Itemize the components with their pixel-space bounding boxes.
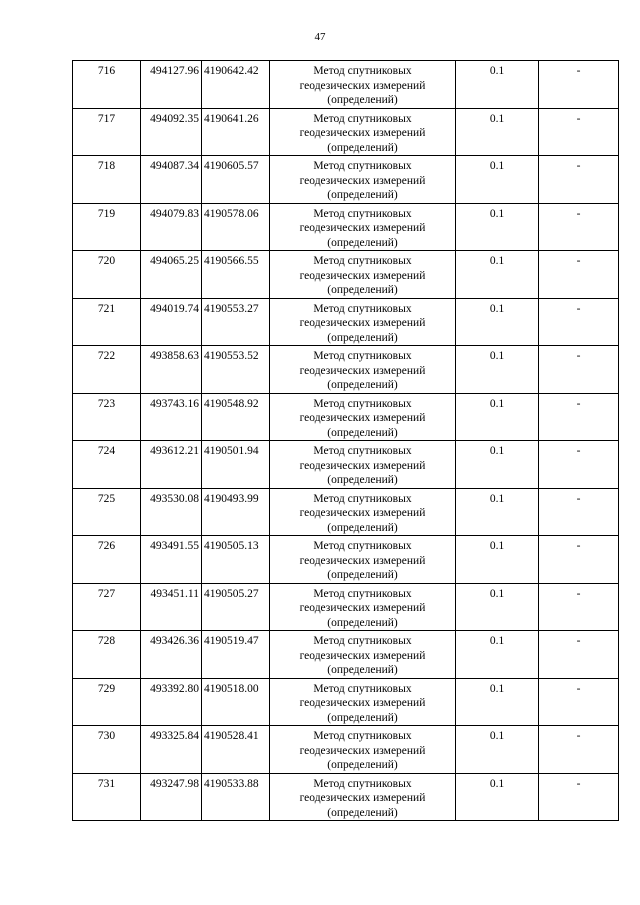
method-line: Метод спутниковых bbox=[313, 445, 412, 457]
y-coordinate-cell: 4190533.88 bbox=[202, 773, 270, 821]
method-line: геодезических измерений bbox=[299, 127, 426, 139]
table-row bbox=[73, 536, 619, 584]
y-coordinate-cell: 4190578.06 bbox=[202, 203, 270, 251]
method-line: Метод спутниковых bbox=[313, 397, 412, 410]
point-number-cell: 724 bbox=[73, 441, 141, 489]
method-line: геодезических измерений bbox=[299, 412, 426, 424]
x-coordinate-cell: 493858.63 bbox=[141, 346, 202, 394]
method-cell bbox=[270, 346, 456, 394]
y-coordinate-cell: 4190501.94 bbox=[202, 441, 270, 489]
point-number-cell: 722 bbox=[73, 346, 141, 394]
method-cell bbox=[270, 441, 456, 489]
point-number-cell: 731 bbox=[73, 773, 141, 821]
note-cell: - bbox=[539, 441, 619, 489]
note-cell: - bbox=[539, 678, 619, 726]
y-coordinate-cell: 4190519.47 bbox=[202, 631, 270, 679]
table-row bbox=[73, 156, 619, 204]
method-line: Метод спутниковых bbox=[313, 160, 412, 172]
y-coordinate-cell: 4190566.55 bbox=[202, 251, 270, 299]
table-row bbox=[73, 441, 619, 489]
method-line: Метод спутниковых bbox=[313, 635, 412, 647]
note-cell: - bbox=[539, 583, 619, 631]
x-coordinate-cell: 493612.21 bbox=[141, 441, 202, 489]
y-coordinate-cell: 4190505.27 bbox=[202, 583, 270, 631]
note-cell: - bbox=[539, 203, 619, 251]
method-line: Метод спутниковых bbox=[313, 207, 412, 220]
note-cell: - bbox=[539, 156, 619, 204]
y-coordinate-cell: 4190548.92 bbox=[202, 393, 270, 441]
point-number-cell: 723 bbox=[73, 393, 141, 441]
method-line: геодезических измерений bbox=[299, 697, 426, 709]
note-cell: - bbox=[539, 108, 619, 156]
note-cell: - bbox=[539, 631, 619, 679]
x-coordinate-cell: 494065.25 bbox=[141, 251, 202, 299]
table-row bbox=[73, 203, 619, 251]
accuracy-cell: 0.1 bbox=[456, 108, 539, 156]
y-coordinate-cell: 4190605.57 bbox=[202, 156, 270, 204]
table-row bbox=[73, 108, 619, 156]
method-line: Метод спутниковых bbox=[313, 302, 412, 315]
method-cell bbox=[270, 298, 456, 346]
note-cell: - bbox=[539, 251, 619, 299]
method-line: геодезических измерений bbox=[299, 174, 426, 187]
method-line: геодезических измерений bbox=[299, 317, 426, 329]
method-line: геодезических измерений bbox=[299, 459, 426, 472]
method-line: геодезических измерений bbox=[299, 269, 426, 282]
y-coordinate-cell: 4190553.52 bbox=[202, 346, 270, 394]
method-line: геодезических измерений bbox=[299, 364, 426, 377]
method-line: (определений) bbox=[327, 569, 398, 581]
accuracy-cell: 0.1 bbox=[456, 156, 539, 204]
method-cell bbox=[270, 488, 456, 536]
point-number-cell: 721 bbox=[73, 298, 141, 346]
table-row bbox=[73, 631, 619, 679]
x-coordinate-cell: 493325.84 bbox=[141, 726, 202, 774]
y-coordinate-cell: 4190528.41 bbox=[202, 726, 270, 774]
table-row bbox=[73, 726, 619, 774]
method-line: (определений) bbox=[327, 759, 398, 771]
method-cell bbox=[270, 678, 456, 726]
method-line: (определений) bbox=[327, 236, 398, 249]
y-coordinate-cell: 4190518.00 bbox=[202, 678, 270, 726]
method-line: Метод спутниковых bbox=[313, 492, 412, 505]
method-line: Метод спутниковых bbox=[313, 682, 412, 695]
method-line: (определений) bbox=[327, 426, 398, 439]
method-line: (определений) bbox=[327, 94, 398, 106]
page-number: 47 bbox=[314, 31, 326, 43]
method-cell bbox=[270, 61, 456, 109]
method-line: (определений) bbox=[327, 331, 398, 344]
accuracy-cell: 0.1 bbox=[456, 251, 539, 299]
accuracy-cell: 0.1 bbox=[456, 726, 539, 774]
x-coordinate-cell: 493530.08 bbox=[141, 488, 202, 536]
method-cell bbox=[270, 108, 456, 156]
x-coordinate-cell: 493491.55 bbox=[141, 536, 202, 584]
table-row bbox=[73, 773, 619, 821]
method-line: (определений) bbox=[327, 284, 398, 296]
method-line: (определений) bbox=[327, 711, 398, 724]
method-line: геодезических измерений bbox=[299, 744, 426, 757]
coordinates-table bbox=[72, 60, 619, 821]
y-coordinate-cell: 4190641.26 bbox=[202, 108, 270, 156]
table-row bbox=[73, 583, 619, 631]
accuracy-cell: 0.1 bbox=[456, 393, 539, 441]
accuracy-cell: 0.1 bbox=[456, 346, 539, 394]
point-number-cell: 728 bbox=[73, 631, 141, 679]
y-coordinate-cell: 4190493.99 bbox=[202, 488, 270, 536]
note-cell: - bbox=[539, 488, 619, 536]
accuracy-cell: 0.1 bbox=[456, 203, 539, 251]
note-cell: - bbox=[539, 298, 619, 346]
accuracy-cell: 0.1 bbox=[456, 536, 539, 584]
note-cell: - bbox=[539, 393, 619, 441]
x-coordinate-cell: 493247.98 bbox=[141, 773, 202, 821]
method-line: Метод спутниковых bbox=[313, 350, 412, 362]
point-number-cell: 726 bbox=[73, 536, 141, 584]
accuracy-cell: 0.1 bbox=[456, 583, 539, 631]
method-line: (определений) bbox=[327, 521, 398, 534]
method-line: (определений) bbox=[327, 141, 398, 154]
table-row bbox=[73, 393, 619, 441]
method-cell bbox=[270, 583, 456, 631]
method-line: Метод спутниковых bbox=[313, 587, 412, 600]
method-line: геодезических измерений bbox=[299, 792, 426, 804]
method-line: Метод спутниковых bbox=[313, 112, 412, 125]
accuracy-cell: 0.1 bbox=[456, 678, 539, 726]
x-coordinate-cell: 494087.34 bbox=[141, 156, 202, 204]
note-cell: - bbox=[539, 61, 619, 109]
point-number-cell: 717 bbox=[73, 108, 141, 156]
method-line: Метод спутниковых bbox=[313, 777, 412, 790]
x-coordinate-cell: 494092.35 bbox=[141, 108, 202, 156]
accuracy-cell: 0.1 bbox=[456, 298, 539, 346]
note-cell: - bbox=[539, 773, 619, 821]
method-line: (определений) bbox=[327, 379, 398, 391]
y-coordinate-cell: 4190553.27 bbox=[202, 298, 270, 346]
method-cell bbox=[270, 251, 456, 299]
method-cell bbox=[270, 156, 456, 204]
y-coordinate-cell: 4190505.13 bbox=[202, 536, 270, 584]
point-number-cell: 719 bbox=[73, 203, 141, 251]
method-line: (определений) bbox=[327, 806, 398, 819]
accuracy-cell: 0.1 bbox=[456, 488, 539, 536]
method-line: Метод спутниковых bbox=[313, 730, 412, 742]
x-coordinate-cell: 493426.36 bbox=[141, 631, 202, 679]
method-cell bbox=[270, 726, 456, 774]
method-line: Метод спутниковых bbox=[313, 255, 412, 267]
x-coordinate-cell: 493451.11 bbox=[141, 583, 202, 631]
method-line: (определений) bbox=[327, 616, 398, 629]
note-cell: - bbox=[539, 536, 619, 584]
table-row bbox=[73, 346, 619, 394]
point-number-cell: 730 bbox=[73, 726, 141, 774]
method-cell bbox=[270, 536, 456, 584]
accuracy-cell: 0.1 bbox=[456, 773, 539, 821]
point-number-cell: 729 bbox=[73, 678, 141, 726]
method-line: Метод спутниковых bbox=[313, 540, 412, 552]
table-body bbox=[73, 61, 619, 821]
point-number-cell: 718 bbox=[73, 156, 141, 204]
note-cell: - bbox=[539, 726, 619, 774]
method-line: геодезических измерений bbox=[299, 222, 426, 234]
accuracy-cell: 0.1 bbox=[456, 441, 539, 489]
x-coordinate-cell: 493743.16 bbox=[141, 393, 202, 441]
method-line: геодезических измерений bbox=[299, 79, 426, 92]
x-coordinate-cell: 494019.74 bbox=[141, 298, 202, 346]
point-number-cell: 716 bbox=[73, 61, 141, 109]
accuracy-cell: 0.1 bbox=[456, 631, 539, 679]
method-cell bbox=[270, 393, 456, 441]
point-number-cell: 720 bbox=[73, 251, 141, 299]
table-row bbox=[73, 251, 619, 299]
method-line: (определений) bbox=[327, 474, 398, 486]
method-line: геодезических измерений bbox=[299, 649, 426, 662]
method-line: геодезических измерений bbox=[299, 554, 426, 567]
method-line: геодезических измерений bbox=[299, 507, 426, 519]
x-coordinate-cell: 494079.83 bbox=[141, 203, 202, 251]
note-cell: - bbox=[539, 346, 619, 394]
point-number-cell: 727 bbox=[73, 583, 141, 631]
x-coordinate-cell: 494127.96 bbox=[141, 61, 202, 109]
point-number-cell: 725 bbox=[73, 488, 141, 536]
table-row bbox=[73, 298, 619, 346]
x-coordinate-cell: 493392.80 bbox=[141, 678, 202, 726]
method-line: (определений) bbox=[327, 189, 398, 201]
method-cell bbox=[270, 631, 456, 679]
table-row bbox=[73, 488, 619, 536]
method-cell bbox=[270, 773, 456, 821]
method-line: Метод спутниковых bbox=[313, 65, 412, 77]
method-line: геодезических измерений bbox=[299, 602, 426, 614]
accuracy-cell: 0.1 bbox=[456, 61, 539, 109]
method-cell bbox=[270, 203, 456, 251]
method-line: (определений) bbox=[327, 664, 398, 676]
y-coordinate-cell: 4190642.42 bbox=[202, 61, 270, 109]
table-row bbox=[73, 61, 619, 109]
table-row bbox=[73, 678, 619, 726]
